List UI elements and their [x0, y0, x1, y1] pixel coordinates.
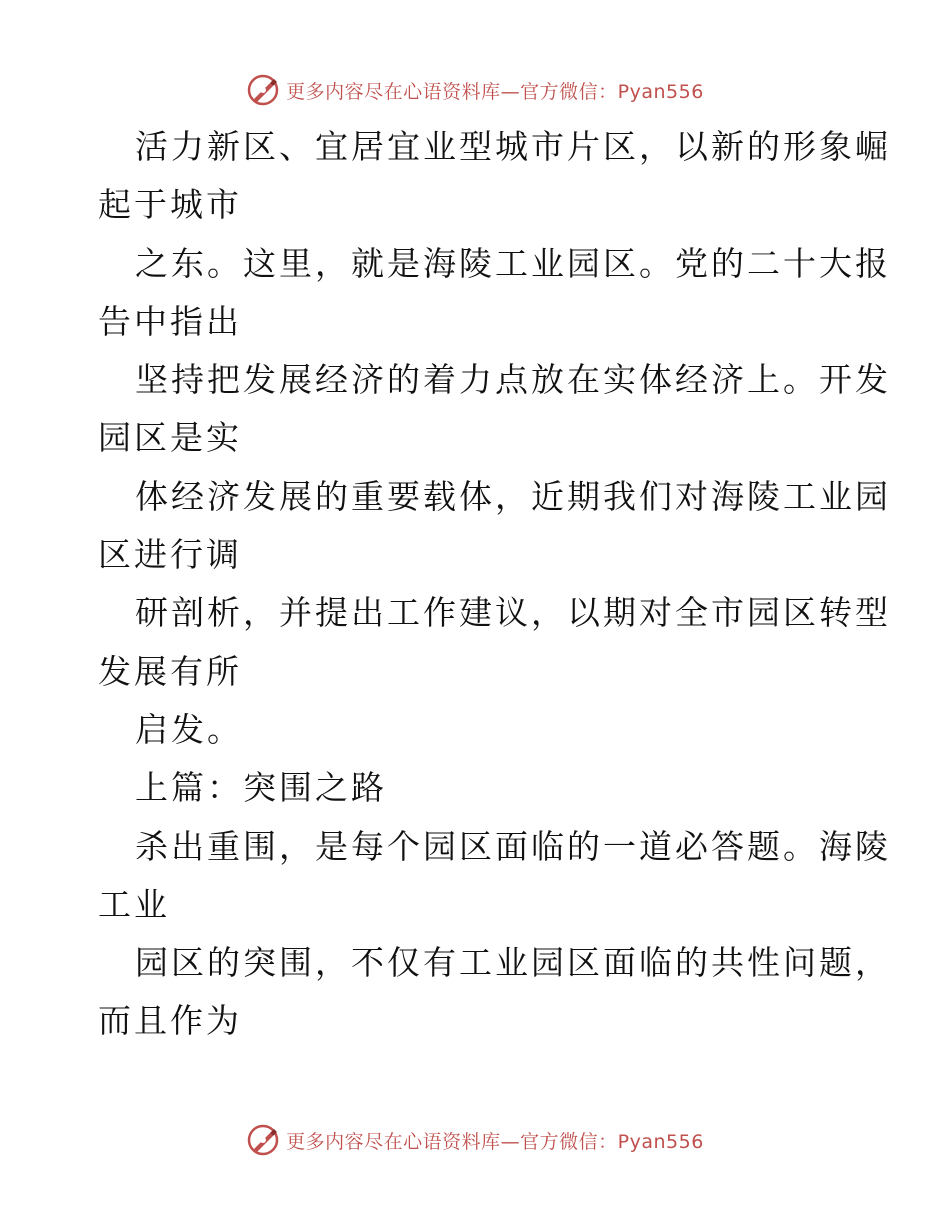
text-line: 发展有所 — [98, 651, 242, 691]
footer-watermark — [0, 1120, 950, 1160]
text-line: 启发。 — [135, 709, 243, 749]
text-line: 活力新区、宜居宜业型城市片区，以新的形象崛 — [135, 127, 891, 166]
text-line: 体经济发展的重要载体，近期我们对海陵工业园 — [135, 476, 891, 516]
pen-logo-icon — [246, 73, 280, 107]
text-line: 告中指出 — [98, 301, 242, 341]
text-line: 上篇：突围之路 — [135, 768, 387, 808]
document-body — [98, 118, 891, 1051]
text-line: 园区是实 — [98, 418, 242, 458]
text-line: 杀出重围，是每个园区面临的一道必答题。海陵 — [135, 826, 891, 866]
watermark-text: 更多内容尽在心语资料库—官方微信：Pyan556 — [286, 1130, 704, 1153]
header-watermark — [0, 70, 950, 110]
text-line: 起于城市 — [98, 185, 242, 225]
text-line: 区进行调 — [98, 535, 242, 575]
pen-logo-icon — [246, 1123, 280, 1157]
text-line: 园区的突围，不仅有工业园区面临的共性问题， — [135, 943, 891, 983]
text-line: 研剖析，并提出工作建议，以期对全市园区转型 — [135, 593, 891, 633]
watermark-text: 更多内容尽在心语资料库—官方微信：Pyan556 — [286, 80, 704, 103]
text-line: 而且作为 — [98, 1001, 242, 1041]
text-line: 之东。这里，就是海陵工业园区。党的二十大报 — [135, 243, 891, 283]
text-line: 坚持把发展经济的着力点放在实体经济上。开发 — [135, 360, 891, 400]
text-line: 工业 — [98, 884, 170, 924]
